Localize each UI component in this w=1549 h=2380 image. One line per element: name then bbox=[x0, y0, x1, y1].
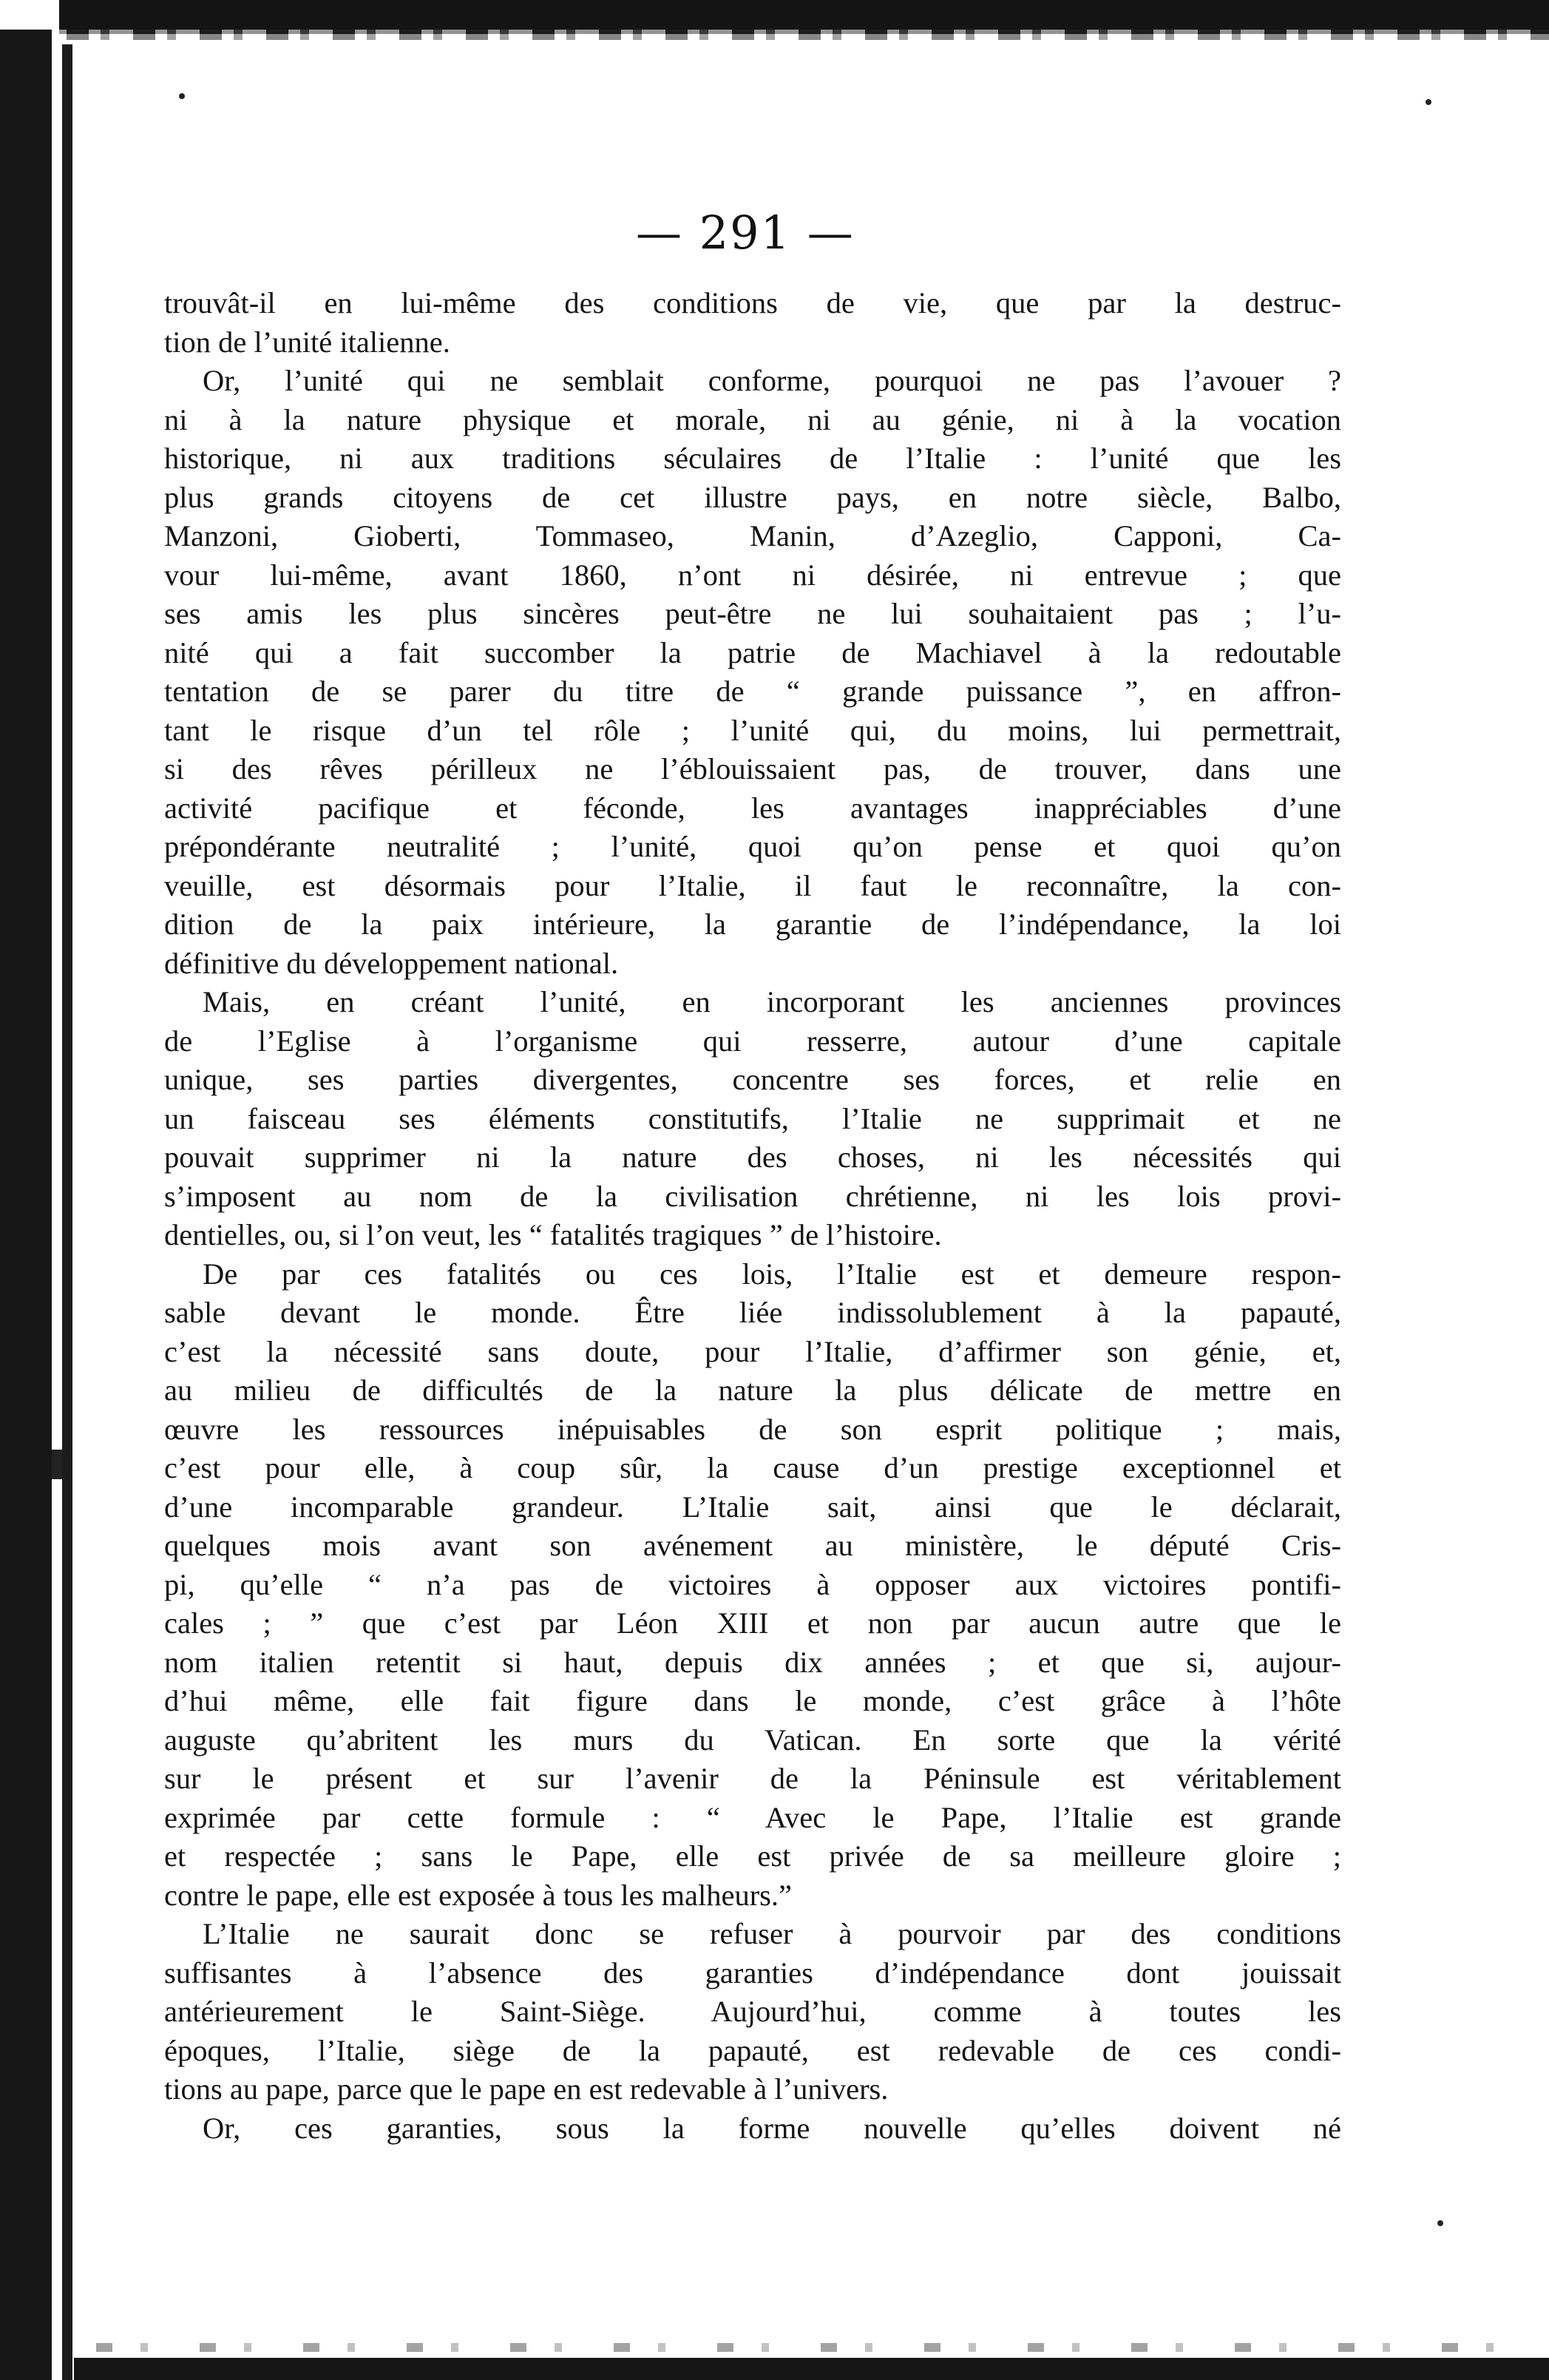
text-line: veuille, est désormais pour l’Italie, il faut le reconnaître, la con- bbox=[164, 868, 1341, 902]
scan-border-bottom-noise bbox=[96, 2343, 1531, 2352]
text-line: sur le présent et sur l’avenir de la Péninsule est véritablement bbox=[164, 1762, 1341, 1795]
text-line: contre le pape, elle est exposée à tous les malheurs.” bbox=[164, 1878, 793, 1912]
text-line: prépondérante neutralité ; l’unité, quoi qu’on pense et quoi qu’on bbox=[164, 830, 1341, 863]
text-line: c’est la nécessité sans doute, pour l’Italie, d’affirmer son génie, et, bbox=[164, 1334, 1341, 1368]
text-line: suffisantes à l’absence des garanties d’indépendance dont jouissait bbox=[164, 1955, 1341, 1989]
text-line: tant le risque d’un tel rôle ; l’unité qui, du moins, lui permettrait, bbox=[164, 713, 1341, 747]
text-line: si des rêves périlleux ne l’éblouissaient pas, de trouver, dans une bbox=[164, 752, 1341, 785]
scan-speck bbox=[52, 1450, 62, 1479]
text-line: d’une incomparable grandeur. L’Italie sait, ainsi que le déclarait, bbox=[164, 1490, 1341, 1524]
text-line: Or, ces garanties, sous la forme nouvelle qu’elles doivent né bbox=[203, 2111, 1341, 2145]
scan-border-bottom bbox=[74, 2358, 1549, 2380]
text-line: sable devant le monde. Être liée indissolublement à la papauté, bbox=[164, 1296, 1341, 1329]
text-line: pouvait supprimer ni la nature des choses, ni les nécessités qui bbox=[164, 1140, 1341, 1174]
text-line: dentielles, ou, si l’on veut, les “ fatalités tragiques ” de l’histoire. bbox=[164, 1218, 942, 1251]
text-line: un faisceau ses éléments constitutifs, l’Italie ne supprimait et ne bbox=[164, 1101, 1341, 1135]
text-line: L’Italie ne saurait donc se refuser à pourvoir par des conditions bbox=[203, 1917, 1341, 1950]
text-line: nité qui a fait succomber la patrie de Machiavel à la redoutable bbox=[164, 635, 1341, 669]
text-line: d’hui même, elle fait figure dans le monde, c’est grâce à l’hôte bbox=[164, 1684, 1341, 1717]
text-line: nom italien retentit si haut, depuis dix années ; et que si, aujour- bbox=[164, 1645, 1341, 1679]
text-line: c’est pour elle, à coup sûr, la cause d’un prestige exceptionnel et bbox=[164, 1451, 1341, 1484]
text-line: historique, ni aux traditions séculaires de l’Italie : l’unité que les bbox=[164, 442, 1341, 475]
body-text bbox=[164, 284, 1341, 2148]
scan-border-left bbox=[0, 30, 52, 2380]
text-line: trouvât-il en lui-même des conditions de vie, que par la destruc- bbox=[164, 286, 1341, 320]
text-line: définitive du développement national. bbox=[164, 946, 619, 980]
text-line: Or, l’unité qui ne semblait conforme, pourquoi ne pas l’avouer ? bbox=[203, 364, 1341, 397]
text-line: époques, l’Italie, siège de la papauté, est redevable de ces condi- bbox=[164, 2033, 1341, 2067]
scan-border-top-noise bbox=[0, 30, 1549, 40]
text-line: au milieu de difficultés de la nature la plus délicate de mettre en bbox=[164, 1373, 1341, 1407]
text-line: s’imposent au nom de la civilisation chrétienne, ni les lois provi- bbox=[164, 1179, 1341, 1213]
text-line: tion de l’unité italienne. bbox=[164, 325, 450, 359]
text-line: ses amis les plus sincères peut-être ne lui souhaitaient pas ; l’u- bbox=[164, 597, 1341, 630]
scan-speck bbox=[1426, 99, 1431, 105]
text-line: dition de la paix intérieure, la garantie de l’indépendance, la loi bbox=[164, 907, 1341, 941]
text-line: de l’Eglise à l’organisme qui resserre, autour d’une capitale bbox=[164, 1024, 1341, 1058]
text-line: Mais, en créant l’unité, en incorporant les anciennes provinces bbox=[203, 985, 1341, 1018]
text-line: pi, qu’elle “ n’a pas de victoires à opposer aux victoires pontifi- bbox=[164, 1567, 1341, 1601]
text-line: tions au pape, parce que le pape en est redevable à l’univers. bbox=[164, 2072, 889, 2106]
text-line: antérieurement le Saint-Siège. Aujourd’hui, comme à toutes les bbox=[164, 1995, 1341, 2028]
text-line: plus grands citoyens de cet illustre pays, en notre siècle, Balbo, bbox=[164, 480, 1341, 514]
scan-speck bbox=[179, 93, 185, 99]
text-line: activité pacifique et féconde, les avantages inappréciables d’une bbox=[164, 791, 1341, 825]
text-line: cales ; ” que c’est par Léon XIII et non par aucun autre que le bbox=[164, 1606, 1341, 1640]
text-line: auguste qu’abritent les murs du Vatican. En sorte que la vérité bbox=[164, 1723, 1341, 1757]
text-line: exprimée par cette formule : “ Avec le Pape, l’Italie est grande bbox=[164, 1800, 1341, 1834]
text-line: vour lui-même, avant 1860, n’ont ni désirée, ni entrevue ; que bbox=[164, 558, 1341, 592]
text-line: De par ces fatalités ou ces lois, l’Italie est et demeure respon- bbox=[203, 1257, 1341, 1291]
text-line: tentation de se parer du titre de “ grande puissance ”, en affron- bbox=[164, 675, 1341, 708]
text-line: ni à la nature physique et morale, ni au génie, ni à la vocation bbox=[164, 402, 1341, 436]
page-number: — 291 — bbox=[636, 206, 855, 260]
text-line: quelques mois avant son avénement au ministère, le député Cris- bbox=[164, 1529, 1341, 1562]
scan-border-left-inner bbox=[62, 44, 72, 2380]
text-line: Manzoni, Gioberti, Tommaseo, Manin, d’Azeglio, Capponi, Ca- bbox=[164, 519, 1341, 552]
text-line: œuvre les ressources inépuisables de son esprit politique ; mais, bbox=[164, 1412, 1341, 1446]
text-line: unique, ses parties divergentes, concentre ses forces, et relie en bbox=[164, 1063, 1341, 1096]
text-line: et respectée ; sans le Pape, elle est privée de sa meilleure gloire ; bbox=[164, 1839, 1341, 1873]
scan-speck bbox=[1437, 2220, 1443, 2226]
